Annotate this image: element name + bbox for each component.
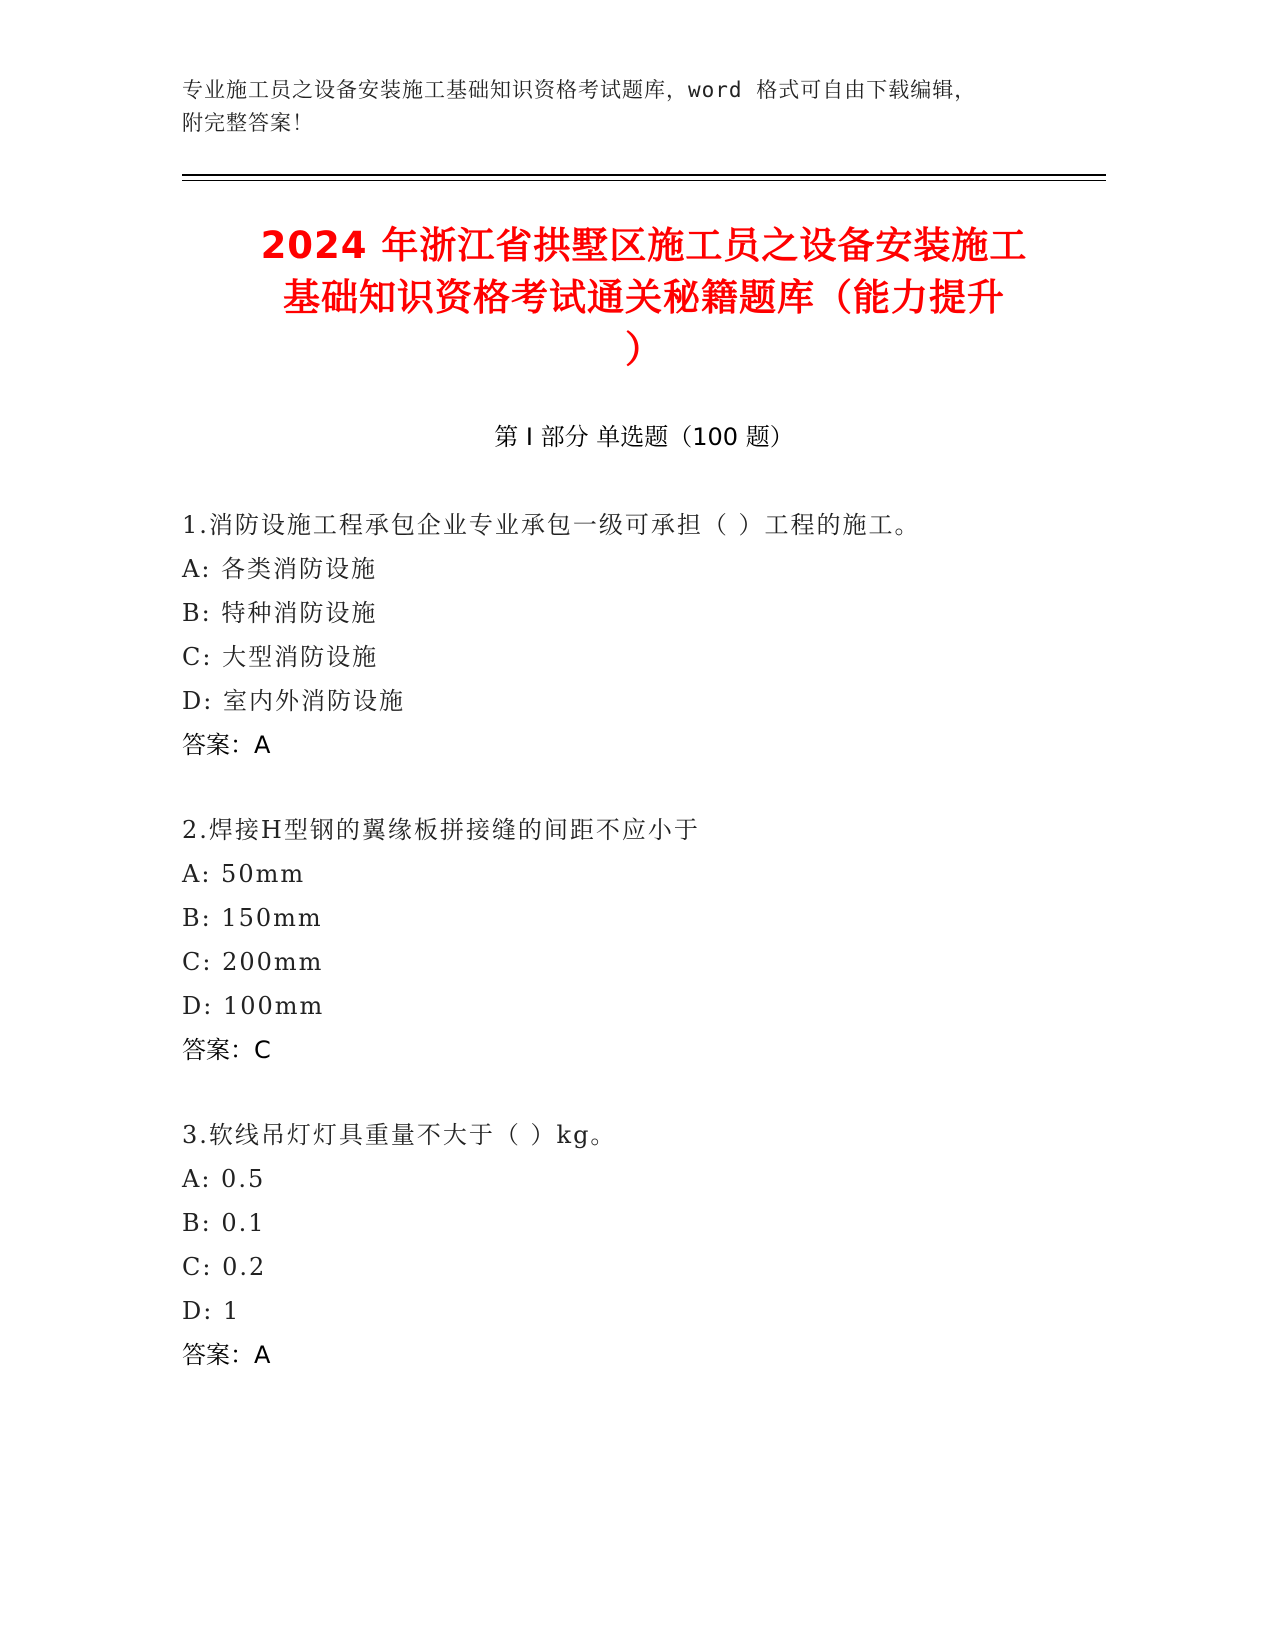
question-stem: 3.软线吊灯灯具重量不大于（ ）kg。 (182, 1121, 617, 1149)
option-c: C: 200mm (182, 948, 324, 976)
option-a: A: 50mm (182, 860, 306, 888)
document-title-line-3: ） (625, 328, 663, 371)
document-title (182, 220, 1106, 376)
option-c: C: 大型消防设施 (182, 643, 379, 671)
header-divider-thin (182, 180, 1106, 181)
option-b: B: 0.1 (182, 1209, 266, 1237)
question-stem: 1.消防设施工程承包企业专业承包一级可承担（ ）工程的施工。 (182, 511, 921, 539)
option-d: D: 1 (182, 1297, 241, 1325)
question-stem: 2.焊接H型钢的翼缘板拼接缝的间距不应小于 (182, 816, 700, 844)
answer: 答案：C (182, 1036, 271, 1064)
header-note (182, 74, 1082, 140)
header-note-line-1: 专业施工员之设备安装施工基础知识资格考试题库，word 格式可自由下载编辑， (182, 78, 977, 102)
option-b: B: 特种消防设施 (182, 599, 378, 627)
answer: 答案：A (182, 1341, 271, 1369)
question-2 (182, 808, 1106, 1072)
document-title-line-1: 2024 年浙江省拱墅区施工员之设备安装施工 (260, 224, 1028, 267)
option-a: A: 0.5 (182, 1165, 266, 1193)
option-d: D: 100mm (182, 992, 325, 1020)
document-title-line-2: 基础知识资格考试通关秘籍题库（能力提升 (283, 276, 1005, 319)
option-a: A: 各类消防设施 (182, 555, 378, 583)
option-b: B: 150mm (182, 904, 323, 932)
question-1 (182, 503, 1106, 767)
option-d: D: 室内外消防设施 (182, 687, 405, 715)
option-c: C: 0.2 (182, 1253, 267, 1281)
section-title: 第 I 部分 单选题（100 题） (494, 423, 794, 451)
question-3 (182, 1113, 1106, 1377)
answer: 答案：A (182, 731, 271, 759)
header-divider-thick (182, 174, 1106, 176)
header-note-line-2: 附完整答案！ (182, 111, 314, 135)
